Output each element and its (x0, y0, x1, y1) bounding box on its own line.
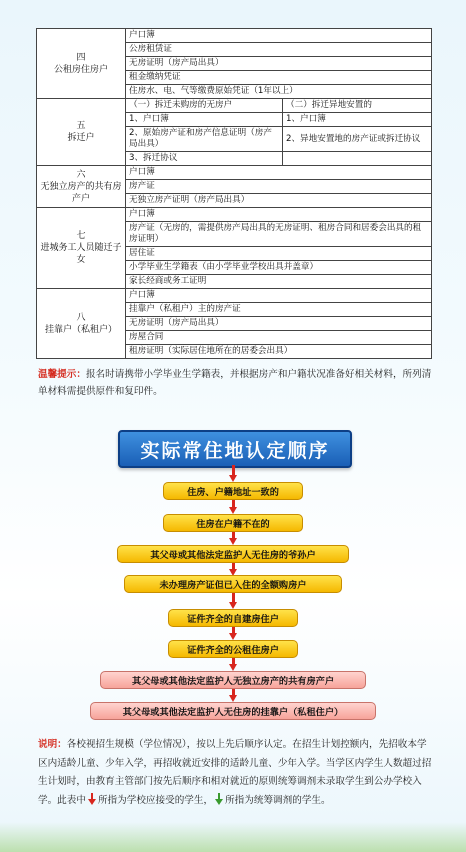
red-down-arrow-icon (88, 793, 96, 805)
down-arrow-icon (229, 475, 237, 482)
flow-step-8: 其父母或其他法定监护人无住房的挂靠户（私租住户） (90, 702, 376, 720)
material-item: 2、异地安置地的房产证或拆迁协议 (283, 127, 432, 152)
decorative-leaf-border (0, 822, 466, 852)
table-row (37, 166, 432, 180)
table-row (37, 289, 432, 303)
note-text-2: 所指为学校应接受的学生， (97, 794, 214, 806)
material-item: 无房证明（房产局出具） (126, 57, 432, 71)
category-cell (37, 166, 126, 208)
tip-label: 温馨提示： (38, 369, 86, 380)
category-name: 进城务工人员随迁子女 (40, 243, 122, 265)
material-item: 房屋合同 (126, 331, 432, 345)
flow-step-3: 其父母或其他法定监护人无住房的爷孙户 (117, 545, 349, 563)
category-cell (37, 289, 126, 359)
category-cell (37, 99, 126, 166)
material-item: 户口簿 (126, 29, 432, 43)
down-arrow-icon (229, 695, 237, 702)
category-number: 五 (76, 121, 86, 131)
category-cell (37, 29, 126, 99)
down-arrow-icon (229, 633, 237, 640)
category-number: 八 (76, 312, 86, 323)
tip-paragraph (38, 366, 432, 400)
flow-step-1: 住房、户籍地址一致的 (163, 482, 303, 500)
material-item: 户口簿 (126, 208, 432, 222)
material-item: 1、户口簿 (126, 113, 283, 127)
materials-table (36, 28, 432, 359)
material-item: 3、拆迁协议 (126, 152, 283, 166)
material-item: 房产证（无房的，需提供房产局出具的无房证明、租房合同和居委会出具的租房证明） (126, 222, 432, 247)
material-item: 家长经商或务工证明 (126, 275, 432, 289)
material-item: 2、原始房产证和房产信息证明（房产局出具） (126, 127, 283, 152)
flow-step-4: 未办理房产证但已入住的全额购房户 (124, 575, 342, 593)
flow-step-6: 证件齐全的公租住房户 (168, 640, 298, 658)
category-number: 七 (76, 231, 86, 241)
empty-cell (283, 152, 432, 166)
material-item: 居住证 (126, 247, 432, 261)
down-arrow-icon (229, 664, 237, 671)
material-item: 户口簿 (126, 166, 432, 180)
category-name: 挂靠户（私租户） (44, 324, 117, 335)
flow-step-7: 其父母或其他法定监护人无独立房产的共有房产户 (100, 671, 366, 689)
material-item: 租房证明（实际居住地所在的居委会出具） (126, 345, 432, 359)
flow-title: 实际常住地认定顺序 (118, 430, 352, 468)
material-item: 挂靠户（私租户）主的房产证 (126, 303, 432, 317)
material-item: 住房水、电、气等缴费原始凭证（1年以上） (126, 85, 432, 99)
material-item: 小学毕业生学籍表（由小学毕业学校出具并盖章） (126, 261, 432, 275)
green-down-arrow-icon (215, 793, 223, 805)
category-name: 拆迁户 (67, 133, 95, 143)
note-label: 说明： (38, 739, 67, 750)
note-text-3: 所指为统筹调剂的学生。 (225, 794, 331, 806)
category-name: 公租房住房户 (53, 64, 108, 75)
note-paragraph (38, 736, 434, 810)
down-arrow-icon (229, 507, 237, 514)
down-arrow-icon (229, 602, 237, 609)
table-row (37, 208, 432, 222)
flow-step-5: 证件齐全的自建房住户 (168, 609, 298, 627)
material-item: 公房租赁证 (126, 43, 432, 57)
material-item: 租金缴纳凭证 (126, 71, 432, 85)
category-cell (37, 208, 126, 289)
note-text-1: 各校视招生规模（学位情况），按以上先后顺序认定。在招生计划控额内，先招收本学区内适龄儿童、少年入学，再招收就近安排的适龄儿童、少年入学。当学区内学生人数超过招生计划时，由教育主管部门按先后顺序和相对就近的原则统筹调剂未录取学生到公办学校入学。此表中 (38, 739, 432, 806)
material-item: 无房证明（房产局出具） (126, 317, 432, 331)
tip-text: 报名时请携带小学毕业生学籍表，并根据房产和户籍状况准备好相关材料，所列清单材料需提供原件和复印件。 (38, 369, 432, 397)
category-number: 四 (76, 52, 86, 63)
material-item: 1、户口簿 (283, 113, 432, 127)
material-item: 户口簿 (126, 289, 432, 303)
subheader-right: （二）拆迁异地安置的 (283, 99, 432, 113)
flow-step-2: 住房在户籍不在的 (163, 514, 303, 532)
table-row (37, 99, 432, 113)
material-item: 无独立房产证明（房产局出具） (126, 194, 432, 208)
subheader-left: （一）拆迁未购房的无房户 (126, 99, 283, 113)
table-row (37, 29, 432, 43)
category-number: 六 (76, 169, 86, 180)
category-name: 无独立房产的共有房产户 (40, 181, 122, 204)
material-item: 房产证 (126, 180, 432, 194)
down-arrow-icon (229, 538, 237, 545)
